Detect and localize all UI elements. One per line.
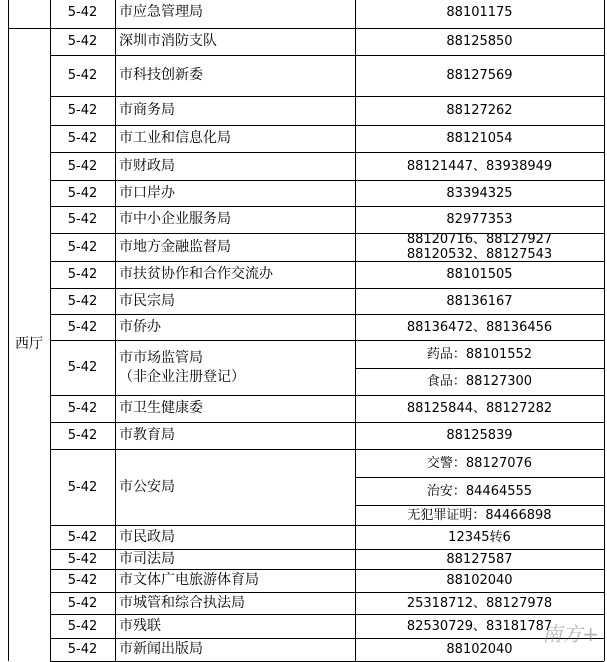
room-cell: 5-42 [67, 618, 98, 634]
department-cell [115, 206, 355, 233]
department-cell [115, 614, 355, 638]
department-name: 市市场监管局 （非企业注册登记） [119, 349, 245, 385]
phone-cell: 88121447、83938949 [406, 158, 553, 174]
room-cell: 5-42 [67, 34, 98, 49]
department-name: 市教育局 [119, 427, 175, 443]
room-cell: 5-42 [67, 595, 98, 611]
phone-cell: 88136167 [446, 293, 513, 309]
room-cell: 5-42 [67, 319, 98, 335]
department-cell [115, 592, 355, 614]
room-cell: 5-42 [67, 479, 98, 495]
department-name: 市地方金融监督局 [119, 238, 231, 255]
room-cell: 5-42 [67, 68, 98, 83]
grid-line [115, 0, 116, 661]
department-cell [115, 233, 355, 261]
department-name: 市扶贫协作和合作交流办 [119, 266, 273, 282]
phone-cell: 25318712、88127978 [406, 595, 553, 611]
phone-cell: 88127262 [446, 103, 513, 118]
department-cell [115, 525, 355, 549]
phone-cell: 88136472、88136456 [406, 319, 553, 335]
room-cell: 5-42 [67, 642, 98, 657]
hall-cell: 西厅 [15, 336, 43, 352]
department-cell [115, 96, 355, 125]
phone-cell: 88125839 [446, 428, 513, 443]
phone-cell: 食品：88127300 [426, 374, 533, 389]
department-name: 市公安局 [119, 478, 175, 495]
room-cell: 5-42 [67, 131, 98, 146]
grid-line [50, 0, 51, 661]
phone-cell: 88127587 [446, 551, 513, 567]
phone-cell: 82977353 [446, 212, 513, 227]
department-cell [115, 180, 355, 206]
phone-cell: 82530729、83181787 [406, 618, 553, 634]
department-cell [115, 638, 355, 661]
room-cell: 5-42 [67, 573, 98, 588]
phone-cell: 88121054 [446, 131, 513, 146]
room-cell: 5-42 [67, 428, 98, 443]
phone-cell: 83394325 [446, 185, 513, 201]
phone-cell: 88101175 [446, 5, 513, 20]
department-cell [115, 314, 355, 340]
room-cell: 5-42 [67, 360, 98, 375]
room-cell: 5-42 [67, 185, 98, 201]
department-cell [115, 422, 355, 449]
department-name: 市侨办 [119, 318, 161, 335]
room-cell: 5-42 [67, 239, 98, 255]
department-name: 市卫生健康委 [119, 400, 203, 416]
department-cell [115, 449, 355, 525]
phone-cell: 12345转6 [448, 529, 511, 545]
phone-cell: 药品：88101552 [426, 346, 533, 362]
department-cell [115, 0, 355, 28]
department-name: 市口岸办 [119, 184, 175, 201]
phone-cell: 交警：88127076 [426, 455, 533, 471]
department-cell [115, 395, 355, 422]
department-name: 深圳市消防支队 [119, 33, 217, 49]
room-cell: 5-42 [67, 551, 98, 567]
room-cell: 5-42 [67, 103, 98, 118]
department-cell [115, 569, 355, 592]
phone-cell: 88102040 [446, 573, 513, 588]
room-cell: 5-42 [67, 212, 98, 227]
watermark: 南方+ [542, 622, 599, 646]
room-cell: 5-42 [67, 5, 98, 20]
phone-cell: 88102040 [446, 642, 513, 657]
grid-line [8, 0, 9, 661]
department-cell [115, 152, 355, 180]
department-name: 市科技创新委 [119, 67, 203, 83]
department-cell [115, 125, 355, 152]
grid-line [355, 0, 356, 661]
department-cell [115, 288, 355, 314]
department-name: 市商务局 [119, 102, 175, 118]
department-name: 市城管和综合执法局 [119, 594, 245, 611]
department-name: 市新闻出版局 [119, 641, 203, 657]
department-name: 市民政局 [119, 528, 175, 545]
grid-line [355, 477, 604, 478]
room-cell: 5-42 [67, 529, 98, 545]
grid-line [355, 505, 604, 506]
department-cell [115, 261, 355, 288]
department-cell [115, 55, 355, 96]
phone-cell: 治安：84464555 [426, 483, 533, 499]
department-name: 市工业和信息化局 [119, 130, 231, 146]
phone-cell: 88101505 [446, 267, 513, 282]
department-name: 市财政局 [119, 157, 175, 174]
department-cell [115, 340, 355, 395]
grid-line [355, 368, 604, 369]
phone-cell: 无犯罪证明：84466898 [407, 507, 552, 523]
phone-cell: 88120716、88127927 88120532、88127543 [406, 233, 553, 261]
room-cell: 5-42 [67, 401, 98, 416]
department-name: 市司法局 [119, 550, 175, 567]
room-cell: 5-42 [67, 293, 98, 309]
department-name: 市残联 [119, 617, 161, 634]
room-cell: 5-42 [67, 158, 98, 174]
department-name: 市民宗局 [119, 292, 175, 309]
room-cell: 5-42 [67, 267, 98, 282]
department-cell [115, 549, 355, 569]
phone-cell: 88127569 [446, 68, 513, 83]
grid-line [604, 0, 605, 661]
department-name: 市应急管理局 [119, 4, 203, 20]
department-name: 市中小企业服务局 [119, 211, 231, 227]
department-name: 市文体广电旅游体育局 [119, 572, 259, 588]
phone-cell: 88125844、88127282 [406, 401, 553, 416]
phone-cell: 88125850 [446, 34, 513, 49]
department-cell [115, 28, 355, 55]
